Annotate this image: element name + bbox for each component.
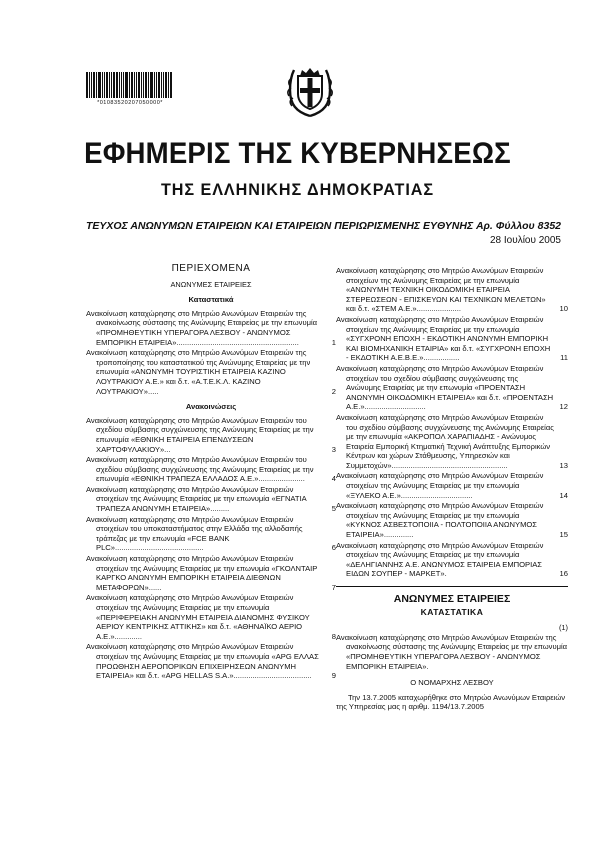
barcode-bar — [89, 72, 90, 98]
contents-entry — [336, 266, 568, 314]
contents-entry-text: Ανακοίνωση καταχώρησης στο Μητρώο Ανωνύμων Εταιρειών στοιχείων της Ανώνυμης Εταιρείας με την επωνυμία «ΣΥΓΧΡΟΝΗ ΕΠΟΧΗ - ΕΚΔΟΤΙΚΗ ΑΝΩΝΥΜΗ ΕΜΠΟΡΙΚΗ ΚΑΙ ΒΙΟΜΗΧΑΝΙΚΗ ΕΤΑΙΡΙΑ» και δ.τ. «ΣΥΓΧΡΟΝΗ ΕΠΟΧΗ - ΕΚΔΟΤΙΚΗ Α.Ε.Β.Ε.»................. — [336, 314, 551, 363]
contents-entry-page: 15 — [559, 530, 568, 540]
contents-entry — [86, 515, 336, 553]
section-divider — [336, 586, 568, 587]
contents-entry-page: 9 — [331, 671, 336, 681]
contents-entry-page: 5 — [331, 504, 336, 514]
barcode-bar — [138, 72, 140, 98]
contents-entry-page: 12 — [559, 402, 568, 412]
barcode-bar — [96, 72, 97, 98]
contents-entry — [86, 593, 336, 641]
barcode-bar — [156, 72, 157, 98]
sheet-number: Αρ. Φύλλου 8352 — [475, 220, 561, 232]
barcode-bar — [93, 72, 95, 98]
barcode-bars — [86, 72, 174, 98]
barcode-bar — [150, 72, 153, 98]
barcode-bar — [154, 72, 155, 98]
contents-entry-text: Ανακοίνωση καταχώρησης στο Μητρώο Ανωνύμων Εταιρειών στοιχείων του υποκαταστήματος στην Ελλάδα της αλλοδαπής τράπεζας με την επωνυμία «FCE BANK PLC».......................................... — [86, 514, 303, 553]
contents-group-continued — [336, 266, 568, 579]
barcode-bar — [136, 72, 137, 98]
contents-entry — [86, 642, 336, 680]
issue-date: 28 Ιουλίου 2005 — [490, 235, 561, 246]
contents-entry-page: 3 — [331, 444, 336, 454]
contents-entry-text: Ανακοίνωση καταχώρησης στο Μητρώο Ανωνύμων Εταιρειών της ανακοίνωσης σύστασης της Ανώνυμης Εταιρείας με την επωνυμία «ΠΡΟΜΗΘΕΥΤΙΚΗ ΥΠΕΡΑΓΟΡΑ ΛΕΣΒΟΥ - ΑΝΩΝΥΜΟΣ ΕΜΠΟΡΙΚΗ ΕΤΑΙΡΕΙΑ».......................................................... — [86, 308, 318, 347]
barcode-bar — [104, 72, 105, 98]
barcode-bar — [113, 72, 115, 98]
contents-entry-page: 7 — [331, 582, 336, 592]
contents-entry — [336, 471, 568, 500]
contents-entry — [336, 541, 568, 579]
contents-entry-text: Ανακοίνωση καταχώρησης στο Μητρώο Ανωνύμων Εταιρειών στοιχείων της Ανώνυμης Εταιρείας με την επωνυμία «ΔΕΛΗΓΙΑΝΝΗΣ Α.Ε. ΑΝΩΝΥΜΟΣ ΕΤΑΙΡΕΙΑ ΕΜΠΟΡΙΑΣ ΕΙΔΩΝ ΣΟΥΠΕΡ - ΜΑΡΚΕΤ». — [336, 540, 544, 579]
contents-column — [86, 250, 336, 682]
contents-entry-text: Ανακοίνωση καταχώρησης στο Μητρώο Ανωνύμων Εταιρειών στοιχείων της Ανώνυμης Εταιρείας με την επωνυμία «APG ΕΛΛΑΣ ΠΡΟΩΘΗΣΗ ΑΕΡΟΠΟΡΙΚΩΝ ΕΠΙΧΕΙΡΗΣΕΩΝ ΑΝΩΝΥΜΗ ΕΤΑΙΡΕΙΑ» και δ.τ. «APG HELLAS S.A.»..................................... — [86, 642, 319, 681]
contents-entry-page: 10 — [559, 304, 568, 314]
issue-series: ΤΕΥΧΟΣ ΑΝΩΝΥΜΩΝ ΕΤΑΙΡΕΙΩΝ ΚΑΙ ΕΤΑΙΡΕΙΩΝ ΠΕΡΙΩΡΙΣΜΕΝΗΣ ΕΥΘΥΝΗΣ — [86, 220, 474, 232]
barcode-bar — [141, 72, 142, 98]
contents-entry-text: Ανακοίνωση καταχώρησης στο Μητρώο Ανωνύμων Εταιρειών του σχεδίου σύμβασης συγχώνευσης της Ανώνυμης Εταιρείας με την επωνυμία «ΕΘΝΙΚΗ ΕΤΑΙΡΕΙΑ ΕΠΕΝΔΥΣΕΩΝ ΧΑΡΤΟΦΥΛΑΚΙΟΥ»... — [86, 415, 314, 454]
barcode-bar — [106, 72, 108, 98]
barcode-bar — [143, 72, 144, 98]
barcode-bar — [119, 72, 120, 98]
contents-entry — [336, 413, 568, 471]
barcode — [86, 72, 174, 106]
contents-entry-page: 16 — [559, 569, 568, 579]
barcode-bar — [123, 72, 124, 98]
barcode-bar — [125, 72, 128, 98]
contents-entry-text: Ανακοίνωση καταχώρησης στο Μητρώο Ανωνύμων Εταιρειών στοιχείων της Ανώνυμης Εταιρείας με την επωνυμία «ΓΚΟΛΝΤΑΙΡ ΚΑΡΓΚΟ ΑΝΩΝΥΜΗ ΕΜΠΟΡΙΚΗ ΕΤΑΙΡΕΙΑ ΔΙΕΘΝΩΝ ΜΕΤΑΦΟΡΩΝ»...... — [86, 554, 318, 592]
barcode-bar — [98, 72, 101, 98]
contents-entry-page: 2 — [331, 386, 336, 396]
barcode-bar — [170, 72, 172, 98]
barcode-bar — [91, 72, 92, 98]
body-section-heading: ΑΝΩΝΥΜΕΣ ΕΤΑΙΡΕΙΕΣ — [393, 593, 511, 605]
barcode-bar — [116, 72, 118, 98]
barcode-bar — [86, 72, 88, 98]
masthead-title: ΕΦΗΜΕΡΙΣ ΤΗΣ ΚΥΒΕΡΝΗΣΕΩΣ — [84, 137, 511, 170]
barcode-bar — [109, 72, 110, 98]
contents-group-statutes — [86, 309, 336, 396]
contents-entry-page: 8 — [331, 631, 336, 641]
signatory: Ο ΝΟΜΑΡΧΗΣ ΛΕΣΒΟΥ — [410, 678, 494, 688]
contents-entry-text: Ανακοίνωση καταχώρησης στο Μητρώο Ανωνύμων Εταιρειών στοιχείων της Ανώνυμης Εταιρείας με την επωνυμία «ΚΥΚΝΟΣ ΑΣΒΕΣΤΟΠΟΙΙΑ - ΠΟΛΤΟΠΟΙΙΑ ΑΝΩΝΥΜΟΣ ΕΤΑΙΡΕΙΑ».............. — [336, 501, 544, 540]
contents-entry — [86, 455, 336, 484]
contents-entry — [86, 309, 336, 347]
barcode-bar — [158, 72, 160, 98]
barcode-bar — [145, 72, 147, 98]
body-paragraph: Την 13.7.2005 καταχωρήθηκε στο Μητρώο Ανωνύμων Εταιρειών της Υπηρεσίας μας η αριθμ. 1194/13.7.2005 — [336, 692, 566, 712]
contents-entry — [86, 416, 336, 454]
contents-entry-page: 11 — [560, 353, 568, 363]
contents-entry — [86, 348, 336, 396]
contents-entry-text: Ανακοίνωση καταχώρησης στο Μητρώο Ανωνύμων Εταιρειών στοιχείων της Ανώνυμης Εταιρείας με την επωνυμία «ΕΓΝΑΤΙΑ ΤΡΑΠΕΖΑ ΑΝΩΝΥΜΗ ΕΤΑΙΡΕΙΑ»......... — [86, 484, 307, 514]
contents-section-title: ΑΝΩΝΥΜΕΣ ΕΤΑΙΡΕΙΕΣ — [170, 279, 252, 289]
barcode-bar — [163, 72, 164, 98]
contents-heading: ΠΕΡΙΕΧΟΜΕΝΑ — [171, 263, 251, 274]
contents-entry-text: Ανακοίνωση καταχώρησης στο Μητρώο Ανωνύμων Εταιρειών στοιχείων της Ανώνυμης Εταιρείας με την επωνυμία «ΠΕΡΙΦΕΡΕΙΑΚΗ ΑΝΩΝΥΜΗ ΕΤΑΙΡΕΙΑ ΔΙΑΝΟΜΗΣ ΦΥΣΙΚΟΥ ΑΕΡΙΟΥ ΚΕΝΤΡΙΚΗΣ ΑΤΤΙΚΗΣ» και δ.τ. «ΑΘΗΝΑΪΚΟ ΑΕΡΙΟ Α.Ε.»............. — [86, 593, 310, 641]
contents-entry-text: Ανακοίνωση καταχώρησης στο Μητρώο Ανωνύμων Εταιρειών της τροποποίησης του καταστατικού της Ανώνυμης Εταιρείας με την επωνυμία «ΑΝΩΝΥΜΗ ΤΟΥΡΙΣΤΙΚΗ ΕΤΑΙΡΕΙΑ ΚΑΖΙΝΟ ΛΟΥΤΡΑΚΙΟΥ Α.Ε.» και δ.τ. «Α.Τ.Ε.Κ.Λ. ΚΑΖΙΝΟ ΛΟΥΤΡΑΚΙΟΥ»..... — [86, 348, 311, 396]
contents-entry-text: Ανακοίνωση καταχώρησης στο Μητρώο Ανωνύμων Εταιρειών του σχεδίου σύμβασης συγχώνευσης της Ανώνυμης Εταιρείας με την επωνυμία «ΑΚΡΟΠΟΛ ΧΑΡΑΠΙΑΔΗΣ - Ανώνυμος Εταιρεία Εμπορική Κτηματική Τεχνική Ανάπτυξης Εμπορικών Κέντρων και χώρων Στάθμευσης, Υπηρεσιών και Συμμετοχών»....................................................... — [336, 412, 554, 470]
contents-entry-page: 6 — [331, 543, 336, 553]
contents-entry-text: Ανακοίνωση καταχώρησης στο Μητρώο Ανωνύμων Εταιρειών στοιχείων της Ανώνυμης Εταιρείας με την επωνυμία «ΑΝΩΝΥΜΗ ΤΕΧΝΙΚΗ ΟΙΚΟΔΟΜΙΚΗ ΕΤΑΙΡΕΙΑ ΣΤΕΡΕΩΣΕΩΝ - ΕΠΙΣΚΕΥΩΝ ΚΑΙ ΤΕΧΝΙΚΩΝ ΜΕΛΕΤΩΝ» και δ.τ. «ΣΤΕΜ Α.Ε.»..................... — [336, 266, 546, 314]
barcode-number: *01083520207050000* — [97, 100, 163, 106]
contents-subsection-announcements: Ανακοινώσεις — [185, 402, 237, 412]
barcode-bar — [131, 72, 133, 98]
contents-entry — [86, 485, 336, 514]
announcement-text: Ανακοίνωση καταχώρησης στο Μητρώο Ανωνύμων Εταιρειών της ανακοίνωσης σύστασης της Ανώνυμης Εταιρείας με την επωνυμία «ΠΡΟΜΗΘΕΥΤΙΚΗ ΥΠΕΡΑΓΟΡΑ ΛΕΣΒΟΥ - ΑΝΩΝΥΜΟΣ ΕΜΠΟΡΙΚΗ ΕΤΑΙΡΕΙΑ». — [336, 632, 568, 671]
barcode-bar — [111, 72, 112, 98]
barcode-bar — [102, 72, 103, 98]
contents-subsection-statutes: Καταστατικά — [188, 295, 234, 305]
contents-entry-page: 4 — [331, 474, 336, 484]
contents-entry-page: 13 — [559, 460, 568, 470]
contents-entry-page: 14 — [559, 490, 568, 500]
contents-entry — [336, 501, 568, 539]
barcode-bar — [165, 72, 167, 98]
greek-coat-of-arms-icon — [284, 64, 336, 118]
announcement-number: (1) — [558, 623, 568, 633]
barcode-bar — [161, 72, 162, 98]
contents-entry-page: 1 — [331, 337, 336, 347]
barcode-bar — [168, 72, 169, 98]
barcode-bar — [148, 72, 149, 98]
barcode-bar — [134, 72, 135, 98]
contents-entry-text: Ανακοίνωση καταχώρησης στο Μητρώο Ανωνύμων Εταιρειών του σχεδίου σύμβασης συγχώνευσης της Ανώνυμης Εταιρείας με την επωνυμία «ΕΘΝΙΚΗ ΤΡΑΠΕΖΑ ΕΛΛΑΔΟΣ Α.Ε.»...................... — [86, 455, 314, 484]
contents-entry — [86, 554, 336, 592]
right-column — [336, 266, 568, 712]
contents-entry-text: Ανακοίνωση καταχώρησης στο Μητρώο Ανωνύμων Εταιρειών στοιχείων της Ανώνυμης Εταιρείας με την επωνυμία «ΞΥΛΕΚΟ Α.Ε.».................................. — [336, 471, 544, 500]
issue-line — [86, 220, 561, 232]
barcode-bar — [129, 72, 130, 98]
body-section-subheading: ΚΑΤΑΣΤΑΤΙΚΑ — [420, 606, 484, 617]
contents-group-announcements — [86, 416, 336, 681]
contents-entry — [336, 315, 568, 363]
masthead-subtitle: ΤΗΣ ΕΛΛΗΝΙΚΗΣ ΔΗΜΟΚΡΑΤΙΑΣ — [160, 180, 435, 199]
barcode-bar — [121, 72, 122, 98]
contents-entry-text: Ανακοίνωση καταχώρησης στο Μητρώο Ανωνύμων Εταιρειών στοιχείων του σχεδίου σύμβασης συγχώνευσης της Ανώνυμης Εταιρείας με την επωνυμία «ΠΡΟΕΝΤΑΣΗ ΑΝΩΝΥΜΗ ΟΙΚΟΔΟΜΙΚΗ ΕΤΑΙΡΕΙΑ» και δ.τ. «ΠΡΟΕΝΤΑΣΗ Α.Ε.»............................. — [336, 363, 554, 412]
contents-entry — [336, 364, 568, 412]
